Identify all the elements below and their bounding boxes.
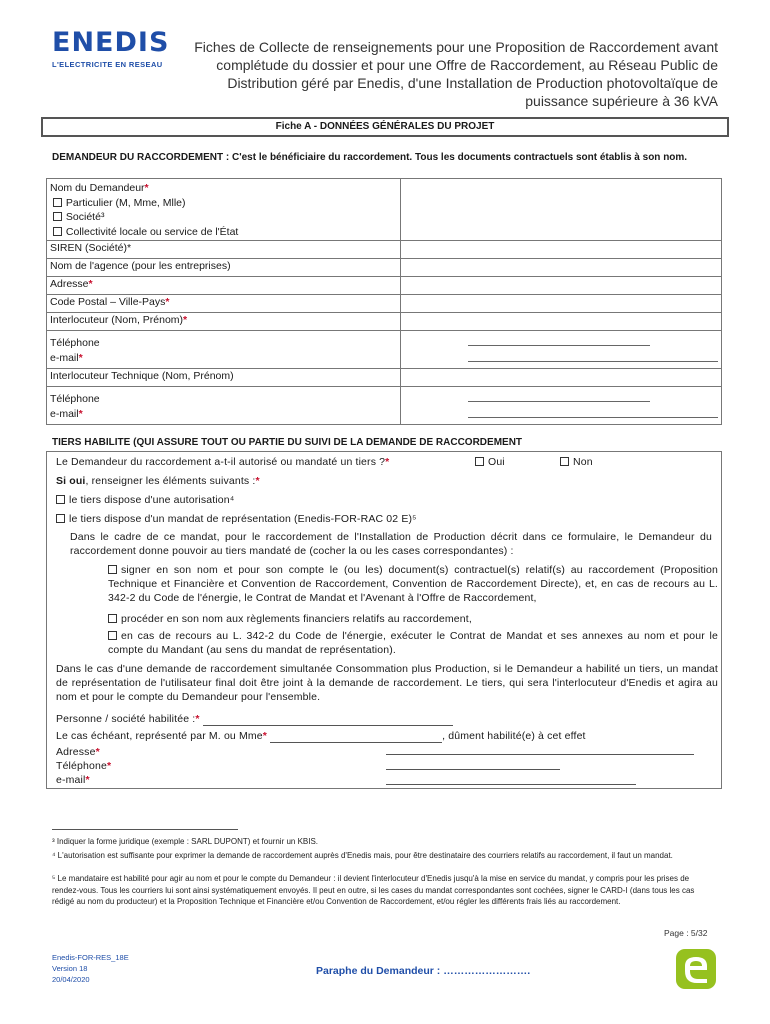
siren-label: SIREN (Société)* [47,241,401,259]
non-label: Non [573,456,593,468]
footnote-separator [52,829,238,830]
represente-line [56,729,586,743]
adresse-label: Adresse [50,278,89,290]
required-star: * [165,296,170,308]
required-star: * [144,182,149,194]
checkbox-oui[interactable] [475,457,484,466]
interlocuteur-tech-input[interactable] [401,369,722,387]
habilite-label: , dûment habilité(e) à cet effet [442,730,586,742]
option-particulier: Particulier (M, Mme, Mlle) [65,196,186,209]
footnote-5: ⁵ Le mandataire est habilité pour agir au nom et pour le compte du Demandeur : il devient l'interlocuteur d'Enedis jusqu'à la mise en service du mandat, y compris pour les prises de rendez-vous. Tous les courriers lui sont ainsi systématiquement envoyés. Il peut en outre, si les cases du mandat correspondantes sont cochées, signer le CARD-I (dans tous les cas rédigé au nom du producteur) et la Proposition Technique et Financière et/ou Convention de Raccordement, et/ou régler les différents frais liés au raccordement. [52,874,695,906]
telephone-label: Téléphone [50,337,100,349]
paraphe-demandeur: Paraphe du Demandeur : ……………………. [316,965,531,977]
tiers-adresse-line [56,745,100,759]
enedis-logo: ENEDIS [52,27,170,58]
required-star: * [78,407,83,420]
mandat-option-executer[interactable] [108,629,718,657]
email-input[interactable] [468,351,718,362]
footer-date: 20/04/2020 [52,975,90,984]
footnote-4: ⁴ L'autorisation est suffisante pour exprimer la demande de raccordement auprès d'Enedis mais, pour être destinataire des courriers relatifs au raccordement, il faut un mandat. [52,851,673,860]
checkbox-reglements[interactable] [108,614,117,623]
interlocuteur-label: Interlocuteur (Nom, Prénom) [50,314,184,326]
footer-ref: Enedis-FOR-RES_18E [52,953,129,962]
tiers-telephone-input[interactable] [386,759,560,770]
logo-tagline: L'ELECTRICITE EN RESEAU [52,60,163,69]
required-star: * [106,760,112,772]
checkbox-signer[interactable] [108,565,117,574]
personne-habilitee-line [56,712,453,726]
checkbox-societe[interactable] [53,212,62,221]
required-star: * [95,746,100,758]
simultanee-text: Dans le cas d'une demande de raccordement simultanée Consommation plus Production, si le Demandeur a habilité un tiers, un mandat de représentation de l'utilisateur final doit être joint à la demande de raccordement. Le tiers, qui sera l'interlocuteur d'Enedis et agira au nom et pour le compte du Demandeur pour l'ensemble. [56,663,718,703]
nom-demandeur-cell [47,179,401,241]
checkbox-collectivite[interactable] [53,227,62,236]
page-number: Page : 5/32 [664,928,708,938]
mandat-label: le tiers dispose d'un mandat de représentation (Enedis-FOR-RAC 02 E)⁵ [69,513,417,525]
tiers-email-input[interactable] [386,774,636,785]
personne-habilitee-label: Personne / société habilitée : [56,713,196,725]
section-title-band: Fiche A - DONNÉES GÉNÉRALES DU PROJET [41,117,729,137]
personne-habilitee-input[interactable] [203,714,453,726]
footnote-3: ³ Indiquer la forme juridique (exemple : SARL DUPONT) et fournir un KBIS. [52,837,319,846]
telephone-input[interactable] [468,335,650,346]
checkbox-mandat[interactable] [56,514,65,523]
required-star: * [255,475,260,487]
mandat-option[interactable] [56,512,417,526]
interlocuteur-tech-label: Interlocuteur Technique (Nom, Prénom) [47,369,401,387]
required-star: * [385,456,390,468]
required-star: * [85,774,90,786]
mandat-option-reglements[interactable] [108,612,472,626]
interlocuteur-input[interactable] [401,313,722,331]
si-oui-rest: , renseigner les éléments suivants : [85,475,256,487]
document-title: Fiches de Collecte de renseignements pour une Proposition de Raccordement avant complétude du dossier et pour une Offre de Raccordement, au Réseau Public de Distribution géré par Enedis, d'une Installation de Production photovoltaïque de puissance supérieure à 36 kVA [194,39,718,109]
email-label: e-mail [50,351,79,364]
demandeur-table [46,178,722,425]
footer-version: Version 18 [52,964,88,973]
tiers-heading: TIERS HABILITE (QUI ASSURE TOUT OU PARTIE DU SUIVI DE LA DEMANDE DE RACCORDEMENT [52,437,523,448]
mandat-option-signer[interactable] [108,563,718,605]
footer-reference [52,952,129,985]
required-star: * [88,278,93,290]
si-oui-line [56,474,260,488]
nom-demandeur-input[interactable] [401,179,722,241]
demandeur-heading: DEMANDEUR DU RACCORDEMENT : C'est le bénéficiaire du raccordement. Tous les documents contractuels sont établis à son nom. [52,152,688,163]
nom-demandeur-label: Nom du Demandeur [50,182,145,194]
tiers-telephone-line [56,759,111,773]
required-star: * [183,314,188,326]
represente-label: Le cas échéant, représenté par M. ou Mme [56,730,263,742]
enedis-e-icon [676,949,716,989]
required-star: * [262,730,268,742]
represente-input[interactable] [270,731,442,743]
tiers-question-text: Le Demandeur du raccordement a-t-il autorisé ou mandaté un tiers ? [56,456,386,468]
checkbox-executer[interactable] [108,631,117,640]
oui-label: Oui [488,456,505,468]
siren-input[interactable] [401,241,722,259]
autorisation-option[interactable] [56,493,234,507]
signer-label: signer en son nom et pour son compte le (ou les) document(s) contractuel(s) relatif(s) au raccordement (Proposition Technique et Financière et Convention de Raccordement, Convention de Raccordement Directe), et, en cas de recours au L. 342-2 du Code de l'énergie, le Contrat de Mandat et l'Avenant à l'Offre de Raccordement, [108,564,718,604]
option-collectivite: Collectivité locale ou service de l'État [65,225,239,238]
executer-label: en cas de recours au L. 342-2 du Code de l'énergie, exécuter le Contrat de Mandat et ses annexes au nom et pour le compte du Mandant (au sens du mandat de représentation). [108,630,718,656]
option-societe: Société³ [65,211,105,223]
tech-email-input[interactable] [468,407,718,418]
tiers-adresse-label: Adresse [56,746,96,758]
checkbox-non[interactable] [560,457,569,466]
radio-oui[interactable] [475,455,505,469]
radio-non[interactable] [560,455,593,469]
reglements-label: procéder en son nom aux règlements financiers relatifs au raccordement, [121,613,472,625]
code-postal-label: Code Postal – Ville-Pays [50,296,166,308]
tech-telephone-input[interactable] [468,391,650,402]
tiers-email-line [56,773,90,787]
tech-email-label: e-mail [50,407,79,420]
required-star: * [195,713,200,725]
tiers-telephone-label: Téléphone [56,760,107,772]
agence-label: Nom de l'agence (pour les entreprises) [47,259,401,277]
checkbox-autorisation[interactable] [56,495,65,504]
tiers-adresse-input[interactable] [386,744,694,755]
adresse-input[interactable] [401,277,722,295]
code-postal-input[interactable] [401,295,722,313]
checkbox-particulier[interactable] [53,198,62,207]
tiers-question [56,455,389,469]
tiers-email-label: e-mail [56,774,86,786]
required-star: * [78,351,83,364]
tech-telephone-label: Téléphone [50,393,100,405]
agence-input[interactable] [401,259,722,277]
mandat-cadre-text: Dans le cadre de ce mandat, pour le raccordement de l'Installation de Production décrit dans ce formulaire, le Demandeur du raccordement donne pouvoir au tiers mandaté de (cocher la ou les cases correspondantes) : [70,531,712,557]
autorisation-label: le tiers dispose d'une autorisation⁴ [69,494,235,506]
si-oui-bold: Si oui [56,475,86,487]
